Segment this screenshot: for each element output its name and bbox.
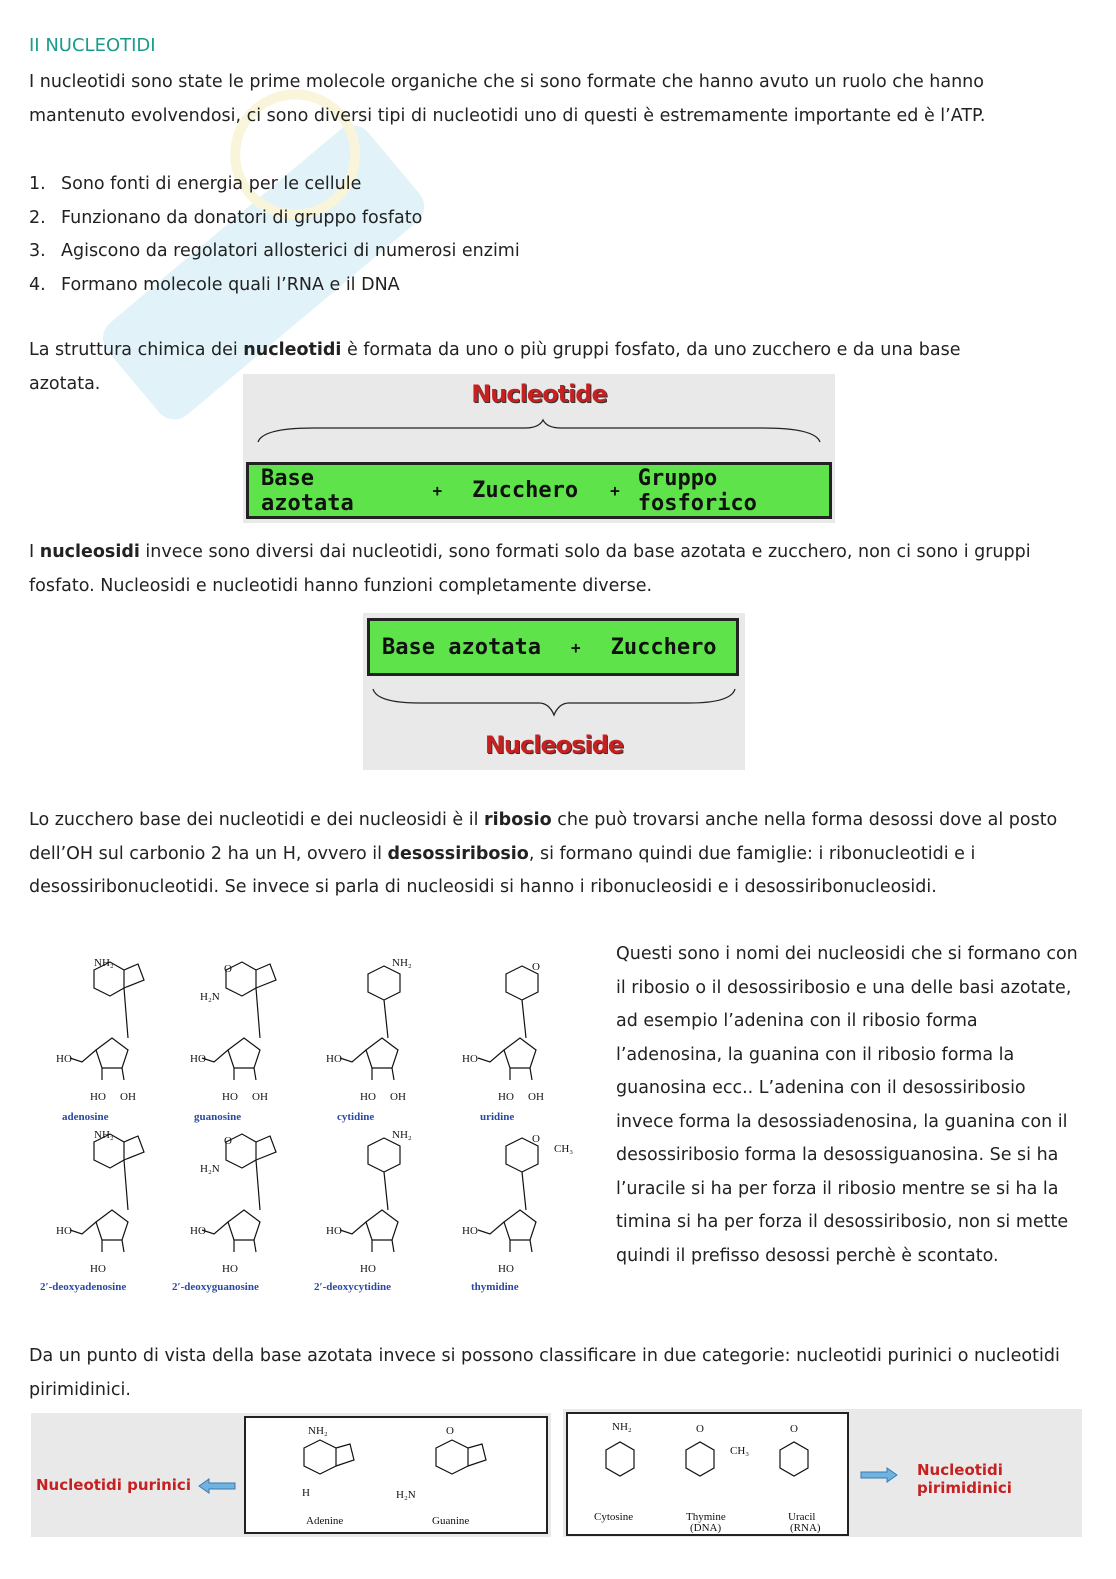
- svg-text:(RNA): (RNA): [790, 1522, 821, 1534]
- svg-text:NH₂: NH₂: [392, 957, 412, 969]
- pyrimidine-structures: [566, 1412, 849, 1536]
- svg-text:NH₂: NH₂: [308, 1425, 328, 1437]
- svg-text:CH₃: CH₃: [730, 1445, 750, 1457]
- cytosine-label: Cytosine: [594, 1511, 634, 1523]
- svg-text:HO: HO: [462, 1053, 478, 1065]
- page-title: II NUCLEOTIDI: [29, 35, 156, 56]
- label-uridine: uridine: [480, 1111, 515, 1123]
- svg-text:HO: HO: [190, 1053, 206, 1065]
- deoxyguanosine-structure: [190, 1134, 276, 1275]
- purine-label: Nucleotidi purinici: [36, 1476, 191, 1494]
- thymine-label: Thymine: [686, 1511, 726, 1523]
- function-list: [29, 168, 520, 302]
- uracil-label: Uracil: [788, 1511, 816, 1523]
- svg-text:H₂N: H₂N: [200, 991, 220, 1003]
- nucleoside-structures: [34, 950, 590, 1300]
- svg-text:HO: HO: [360, 1091, 376, 1103]
- svg-text:HO: HO: [498, 1263, 514, 1275]
- svg-text:HO: HO: [90, 1091, 106, 1103]
- svg-text:CH₃: CH₃: [554, 1143, 574, 1155]
- label-guanosine: guanosine: [194, 1111, 242, 1123]
- label-deoxyguanosine: 2′-deoxyguanosine: [172, 1281, 259, 1293]
- svg-text:O: O: [532, 961, 540, 973]
- svg-text:OH: OH: [252, 1091, 268, 1103]
- svg-text:HO: HO: [360, 1263, 376, 1275]
- nucleoside-diagram: [363, 613, 745, 770]
- svg-text:NH₂: NH₂: [392, 1129, 412, 1141]
- adenosine-structure: [56, 957, 144, 1103]
- svg-text:HO: HO: [56, 1225, 72, 1237]
- svg-text:O: O: [790, 1423, 798, 1435]
- arrow-left-icon: [197, 1477, 237, 1495]
- cytidine-structure: [326, 957, 412, 1103]
- label-deoxycytidine: 2′-deoxycytidine: [314, 1281, 392, 1293]
- svg-text:(DNA): (DNA): [690, 1522, 722, 1534]
- sugar-label: Zucchero: [472, 478, 579, 503]
- uridine-structure: [462, 961, 544, 1103]
- thymidine-structure: [462, 1133, 573, 1275]
- svg-text:NH₂: NH₂: [612, 1421, 632, 1433]
- svg-text:OH: OH: [528, 1091, 544, 1103]
- list-item: 3. Agiscono da regolatori allosterici di numerosi enzimi: [29, 241, 520, 261]
- svg-text:H: H: [302, 1487, 310, 1499]
- pyrimidine-panel: [563, 1409, 1082, 1537]
- nucleoside-paragraph: I nucleosidi invece sono diversi dai nucleotidi, sono formati solo da base azotata e zucchero, non ci sono i gruppi fosfato. Nucleosidi e nucleotidi hanno funzioni completamente diverse.: [29, 542, 1031, 596]
- deoxycytidine-structure: [326, 1129, 412, 1275]
- list-item: 4. Formano molecole quali l’RNA e il DNA: [29, 274, 400, 295]
- svg-text:HO: HO: [222, 1263, 238, 1275]
- deoxyadenosine-structure: [56, 1129, 144, 1275]
- svg-text:HO: HO: [498, 1091, 514, 1103]
- list-item: 2. Funzionano da donatori di gruppo fosfato: [29, 207, 423, 228]
- svg-text:HO: HO: [190, 1225, 206, 1237]
- svg-text:OH: OH: [120, 1091, 136, 1103]
- label-deoxyadenosine: 2′-deoxyadenosine: [40, 1281, 127, 1293]
- svg-text:HO: HO: [56, 1053, 72, 1065]
- label-cytidine: cytidine: [337, 1111, 375, 1123]
- svg-text:HO: HO: [222, 1091, 238, 1103]
- adenine-label: Adenine: [306, 1515, 344, 1527]
- list-item: 1. Sono fonti di energia per le cellule: [29, 174, 362, 194]
- svg-text:NH₂: NH₂: [94, 957, 114, 969]
- nucleoside-brace: [369, 685, 739, 719]
- pyrimidine-label: Nucleotidi pirimidinici: [917, 1461, 1012, 1497]
- svg-text:NH₂: NH₂: [94, 1129, 114, 1141]
- phosphate-label: Gruppo fosforico: [637, 465, 757, 516]
- svg-text:HO: HO: [90, 1263, 106, 1275]
- nucleoside-components-bar: Base azotata + Zucchero: [367, 618, 739, 676]
- svg-text:O: O: [224, 1135, 232, 1147]
- nucleoside-names-paragraph: Questi sono i nomi dei nucleosidi che si formano con il ribosio o il desossiribosio e una delle basi azotate, ad esempio l’adenina con il ribosio forma l’adenosina, la guanina con il ribosio forma la guanosina ecc.. L’adenina con il desossiribosio invece forma la desossiadenosina, la guanina con il desossiribosio forma la desossiguanosina. Se si ha l’uracile si ha per forza il ribosio mentre se si ha la timina si ha per forza il desossiribosio, non si mette quindi il prefisso desossi perchè è scontato.: [616, 944, 1078, 1266]
- guanosine-structure: [190, 962, 276, 1103]
- classification-paragraph: Da un punto di vista della base azotata invece si possono classificare in due categorie: nucleotidi purinici o nucleotidi pirimidinici.: [29, 1346, 1060, 1400]
- label-adenosine: adenosine: [62, 1111, 109, 1123]
- ribose-paragraph: Lo zucchero base dei nucleotidi e dei nucleosidi è il ribosio che può trovarsi anche nella forma desossi dove al posto dell’OH sul carbonio 2 ha un H, ovvero il desossiribosio, si formano quindi due famiglie: i ribonucleotidi e i desossiribonucleotidi. Se invece si parla di nucleosidi si hanno i ribonucleosidi e i desossiribonucleosidi.: [29, 810, 1058, 897]
- nucleotide-components-bar: Base azotata + Zucchero + Gruppo fosforico: [246, 462, 832, 519]
- nucleoside-title: Nucleoside: [484, 731, 624, 759]
- arrow-right-icon: [859, 1466, 899, 1484]
- nucleotide-brace: [253, 418, 825, 448]
- base-label: Base azotata: [261, 465, 354, 516]
- nucleotide-title: Nucleotide: [471, 380, 607, 408]
- svg-text:O: O: [446, 1425, 454, 1437]
- svg-text:O: O: [696, 1423, 704, 1435]
- svg-text:HO: HO: [326, 1225, 342, 1237]
- svg-text:H₂N: H₂N: [396, 1489, 416, 1501]
- structure-paragraph: La struttura chimica dei nucleotidi è formata da uno o più gruppi fosfato, da uno zucchero e da una base azotata.: [29, 340, 961, 394]
- nucleotide-diagram: [243, 374, 835, 523]
- label-thymidine: thymidine: [471, 1281, 519, 1293]
- purine-structures: [244, 1416, 548, 1534]
- purine-panel: [31, 1413, 551, 1537]
- svg-text:O: O: [224, 963, 232, 975]
- svg-text:OH: OH: [390, 1091, 406, 1103]
- svg-text:H₂N: H₂N: [200, 1163, 220, 1175]
- svg-text:HO: HO: [462, 1225, 478, 1237]
- svg-text:O: O: [532, 1133, 540, 1145]
- guanine-label: Guanine: [432, 1515, 470, 1527]
- svg-text:HO: HO: [326, 1053, 342, 1065]
- intro-paragraph: I nucleotidi sono state le prime molecole organiche che si sono formate che hanno avuto un ruolo che hanno mantenuto evolvendosi, ci sono diversi tipi di nucleotidi uno di questi è estremamente importante ed è l’ATP.: [29, 72, 986, 126]
